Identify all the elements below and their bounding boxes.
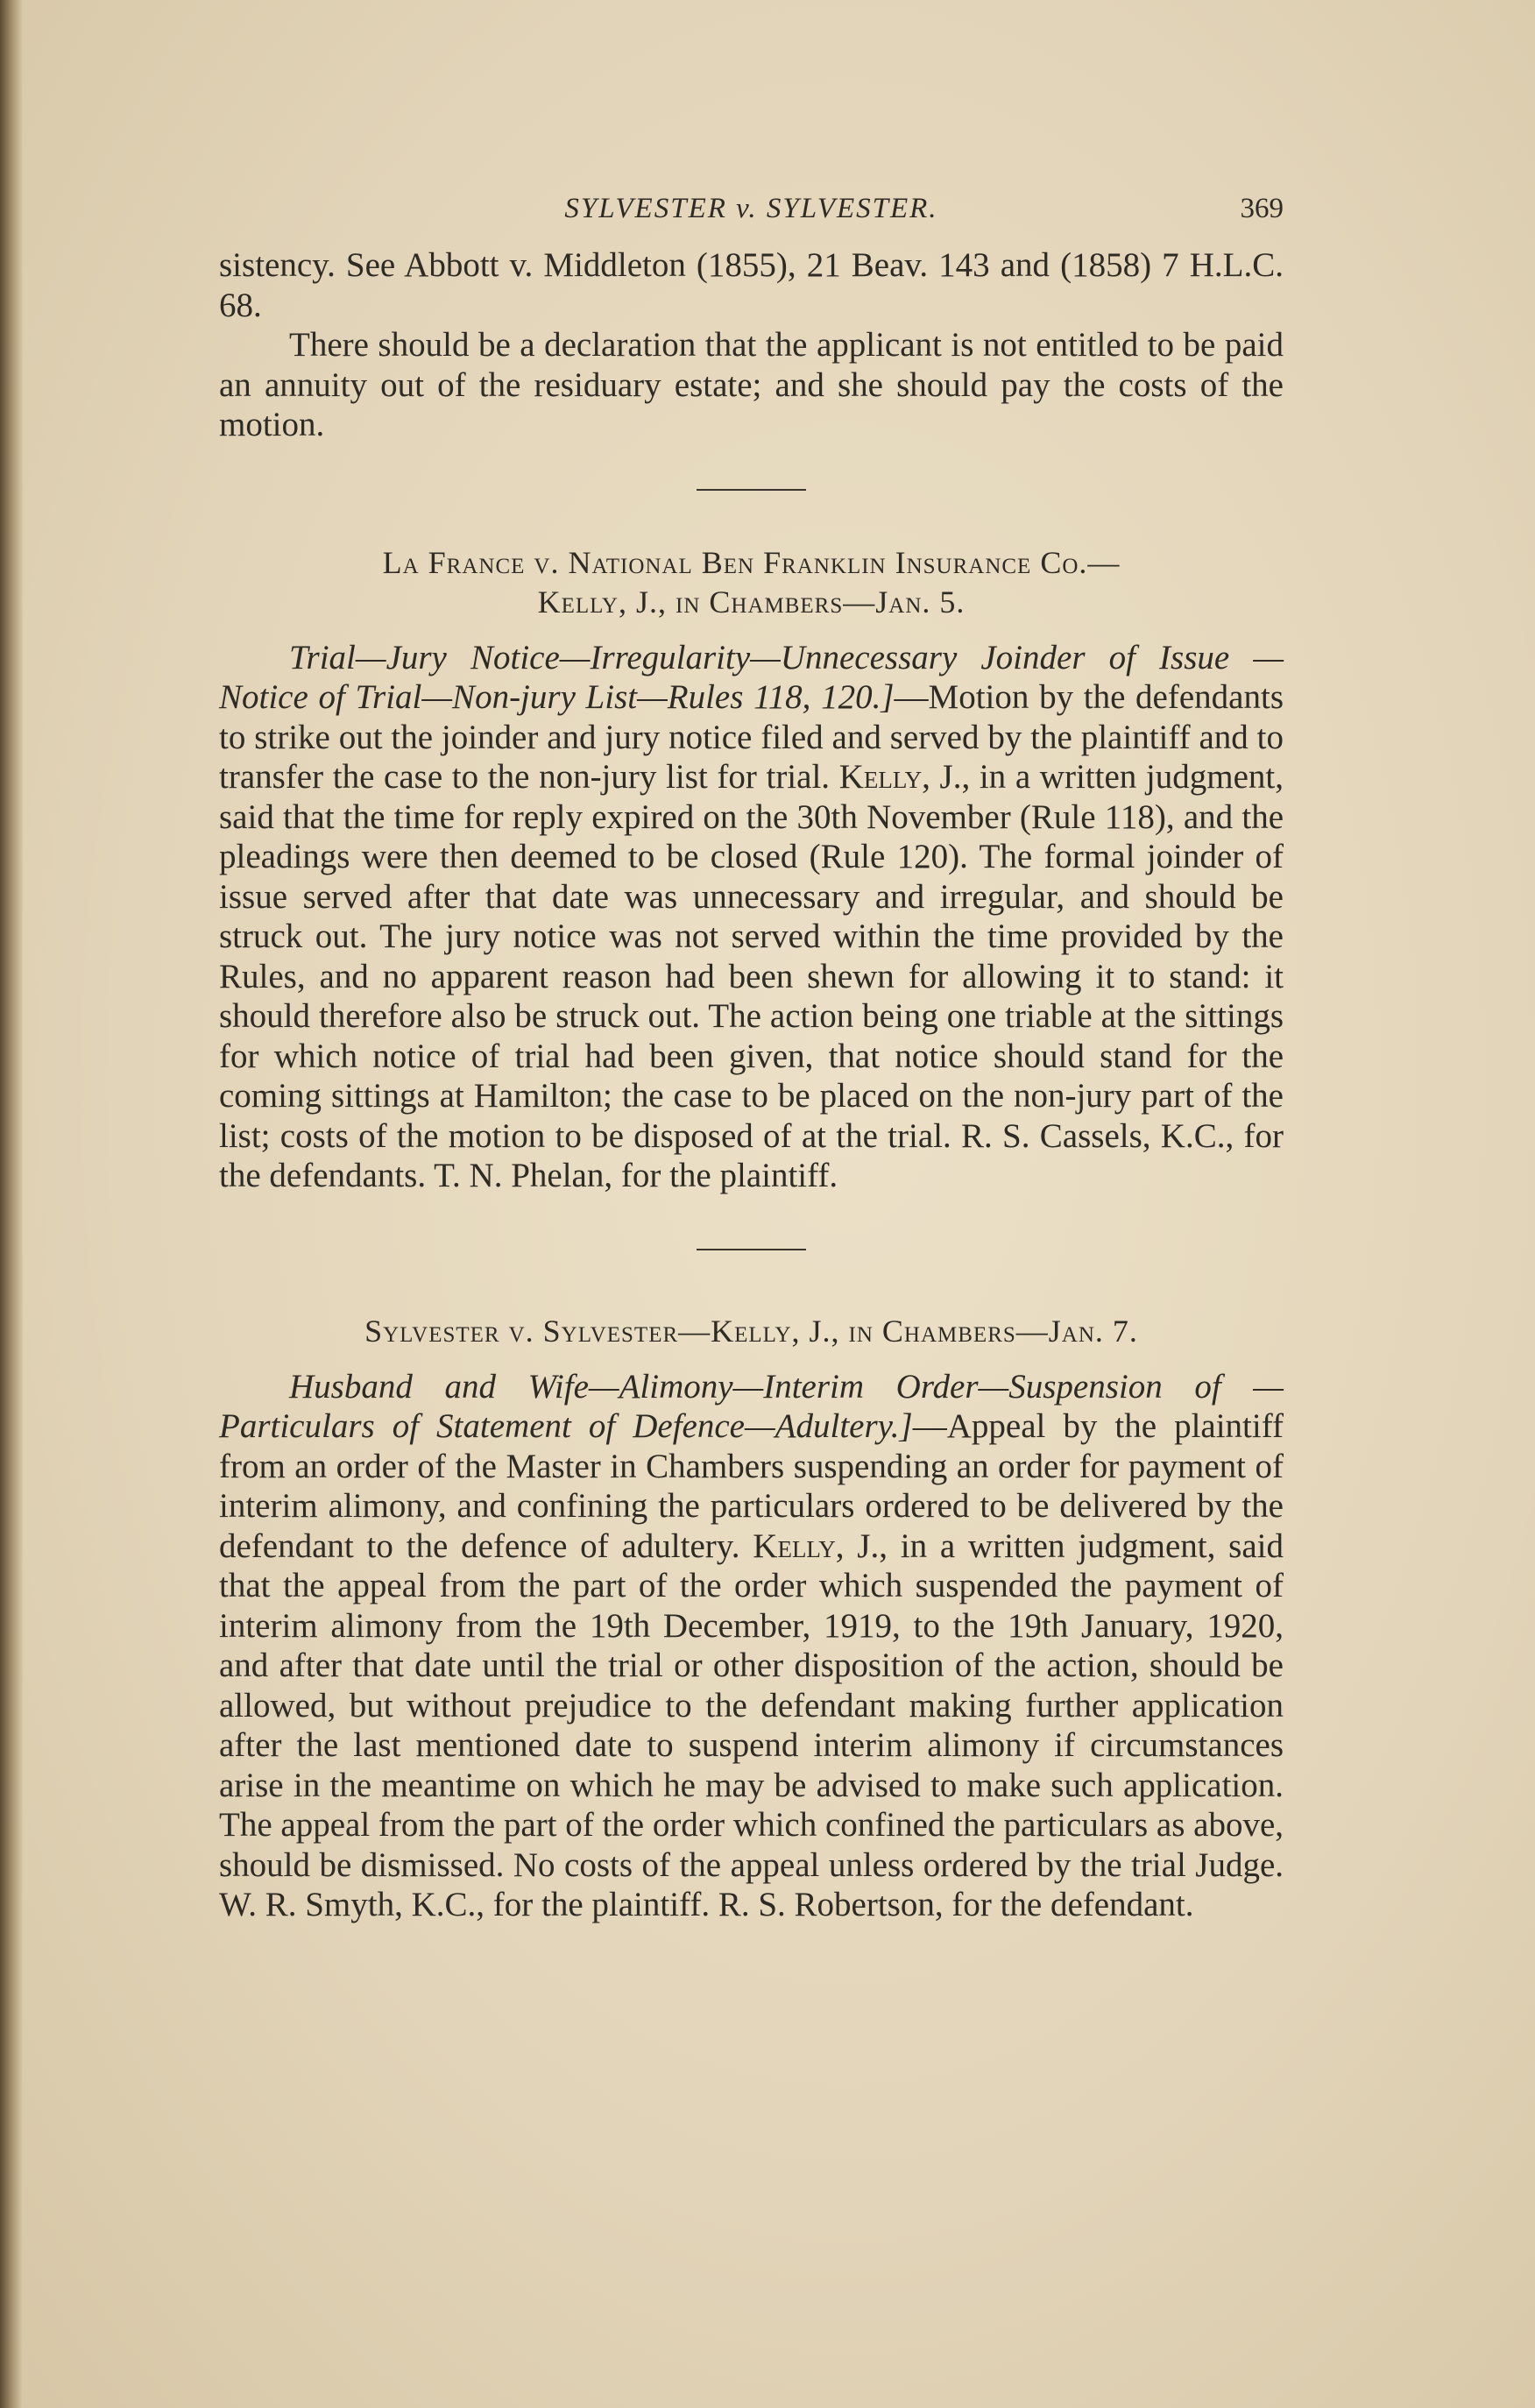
section-divider	[697, 489, 806, 491]
judge-name: Kelly, J.	[838, 758, 962, 796]
case-body-rest: , in a written judgment, said that the time for reply expired on the 30th November (Rule 118), and the pleadings were then deemed to be closed (Rule 120). The formal joinder of issue served after that date was unnecessary and irregular, and should be struck out. The jury notice was not served within the time provided by the Rules, and no apparent reason had been shewn for allowing it to stand: it should therefore also be struck out. The action being one triable at the sittings for which notice of trial had been given, that notice should stand for the coming sittings at Hamilton; the case to be placed on the non-jury part of the list; costs of the motion to be disposed of at the trial. R. S. Cassels, K.C., for the defendants. T. N. Phelan, for the plaintiff.	[219, 758, 1284, 1194]
case-body-start: —Motion by the defendants to strike out the joinder and jury notice filed and served by the plaintiff and to transfer the case to the non-jury list for trial.	[219, 678, 1284, 796]
text-column	[219, 193, 1284, 1925]
case-headnote: Trial—Jury Notice—Irregularity—Unnecessary Joinder of Issue —Notice of Trial—Non-jury List—Rules 118, 120.]	[219, 638, 1284, 716]
section-divider	[697, 1249, 806, 1250]
case-body-start: —Appeal by the plaintiff from an order of the Master in Chambers suspending an order for payment of interim alimony, and confining the particulars ordered to be delivered by the defendant to the defence of adultery.	[219, 1407, 1284, 1565]
case-body-sylvester	[219, 1367, 1284, 1925]
judge-name: Kelly, J.	[753, 1526, 880, 1565]
page-number: 369	[1240, 193, 1284, 224]
case-heading-line-2: Kelly, J., in Chambers—Jan. 5.	[537, 584, 966, 620]
running-head	[219, 193, 1284, 245]
case-heading-line-1: La France v. National Ben Franklin Insurance Co.—	[382, 544, 1121, 580]
carryover-paragraph-1: sistency. See Abbott v. Middleton (1855), 21 Beav. 143 and (1858) 7 H.L.C. 68.	[219, 246, 1284, 324]
case-headnote: Husband and Wife—Alimony—Interim Order—Suspension of —Particulars of Statement of Defence—Adultery.]	[219, 1367, 1284, 1445]
case-body-rest: , in a written judgment, said that the appeal from the part of the order which suspended the payment of interim alimony from the 19th December, 1919, to the 19th January, 1920, and after that date until the trial or other disposition of the action, should be allowed, but without prejudice to the defendant making further application after the last mentioned date to suspend interim alimony if circumstances arise in the meantime on which he may be advised to make such application. The appeal from the part of the order which confined the particulars as above, should be dismissed. No costs of the appeal unless ordered by the trial Judge. W. R. Smyth, K.C., for the plaintiff. R. S. Robertson, for the defendant.	[219, 1526, 1284, 1923]
case-heading-sylvester: Sylvester v. Sylvester—Kelly, J., in Chambers—Jan. 7.	[364, 1313, 1138, 1349]
case-body-la-france	[219, 638, 1284, 1196]
book-spine-shadow	[0, 0, 23, 2408]
carryover-paragraph-2: There should be a declaration that the applicant is not entitled to be paid an annuity out of the residuary estate; and she should pay the costs of the motion.	[219, 326, 1284, 443]
case-heading-la-france	[219, 543, 1284, 622]
running-title: SYLVESTER v. SYLVESTER.	[564, 193, 938, 224]
